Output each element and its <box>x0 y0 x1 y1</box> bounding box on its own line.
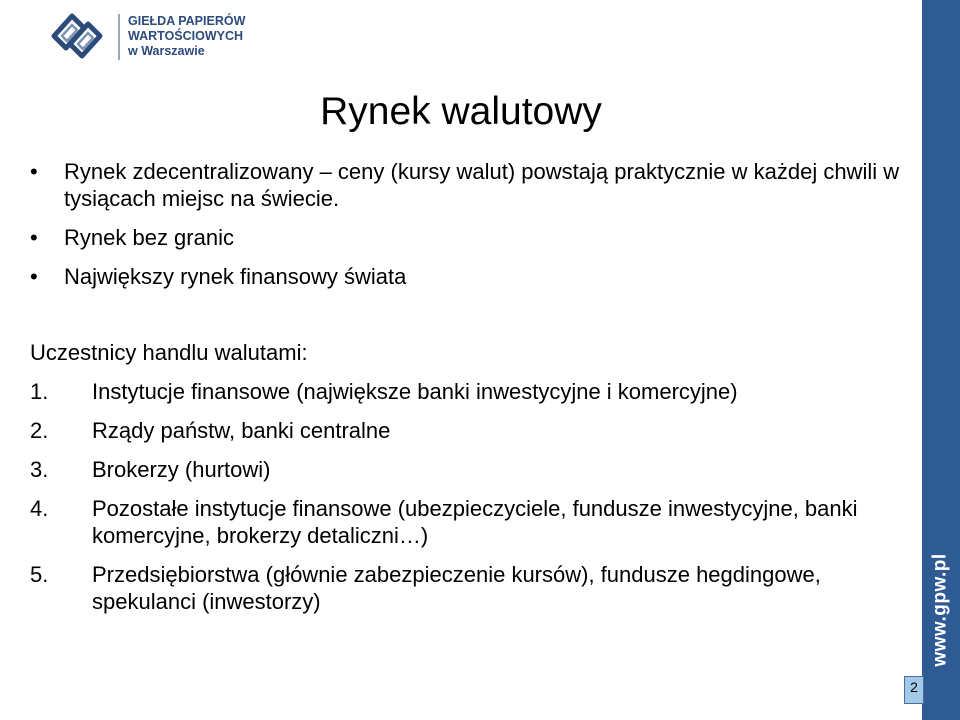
numbered-item <box>30 417 910 444</box>
participants-heading: Uczestnicy handlu walutami: <box>30 340 308 365</box>
logo-line-2: WARTOŚCIOWYCH <box>128 29 244 43</box>
bullet-text: Rynek zdecentralizowany – ceny (kursy walut) powstają praktycznie w każdej chwili w tysiącach miejsc na świecie. <box>64 159 900 211</box>
page-number: 2 <box>904 676 924 704</box>
item-number: 2. <box>30 418 49 443</box>
gpw-logo <box>48 8 268 68</box>
item-number: 1. <box>30 379 49 404</box>
side-url <box>930 553 952 667</box>
section-spacer <box>30 302 910 339</box>
item-text: Brokerzy (hurtowi) <box>92 457 271 482</box>
bullet-item <box>30 224 910 251</box>
bullet-item <box>30 158 910 212</box>
numbered-item <box>30 378 910 405</box>
item-text: Pozostałe instytucje finansowe (ubezpieczyciele, fundusze inwestycyjne, banki komercyjne, brokerzy detaliczni…) <box>92 496 858 548</box>
slide-content <box>30 158 910 627</box>
item-number: 4. <box>30 496 49 521</box>
logo-line-1: GIEŁDA PAPIERÓW <box>128 14 246 28</box>
gpw-logo-icon <box>48 8 110 64</box>
logo-text <box>128 14 245 59</box>
bullet-item <box>30 263 910 290</box>
side-url-text: www.gpw.pl <box>930 553 952 667</box>
logo-divider <box>118 14 120 60</box>
item-text: Rządy państw, banki centralne <box>92 418 391 443</box>
slide-title: Rynek walutowy <box>320 90 602 133</box>
numbered-item <box>30 456 910 483</box>
item-text: Przedsiębiorstwa (głównie zabezpieczenie kursów), fundusze hegdingowe, spekulanci (inwestorzy) <box>92 562 821 614</box>
numbered-item <box>30 561 910 615</box>
item-number: 5. <box>30 562 49 587</box>
logo-line-3: w Warszawie <box>128 44 205 58</box>
item-text: Instytucje finansowe (największe banki inwestycyjne i komercyjne) <box>92 379 738 404</box>
bullet-text: Największy rynek finansowy świata <box>64 264 407 289</box>
bullet-mark: • <box>30 159 38 184</box>
bullet-mark: • <box>30 264 38 289</box>
bullet-text: Rynek bez granic <box>64 225 234 250</box>
numbered-item <box>30 495 910 549</box>
bullet-mark: • <box>30 225 38 250</box>
item-number: 3. <box>30 457 49 482</box>
